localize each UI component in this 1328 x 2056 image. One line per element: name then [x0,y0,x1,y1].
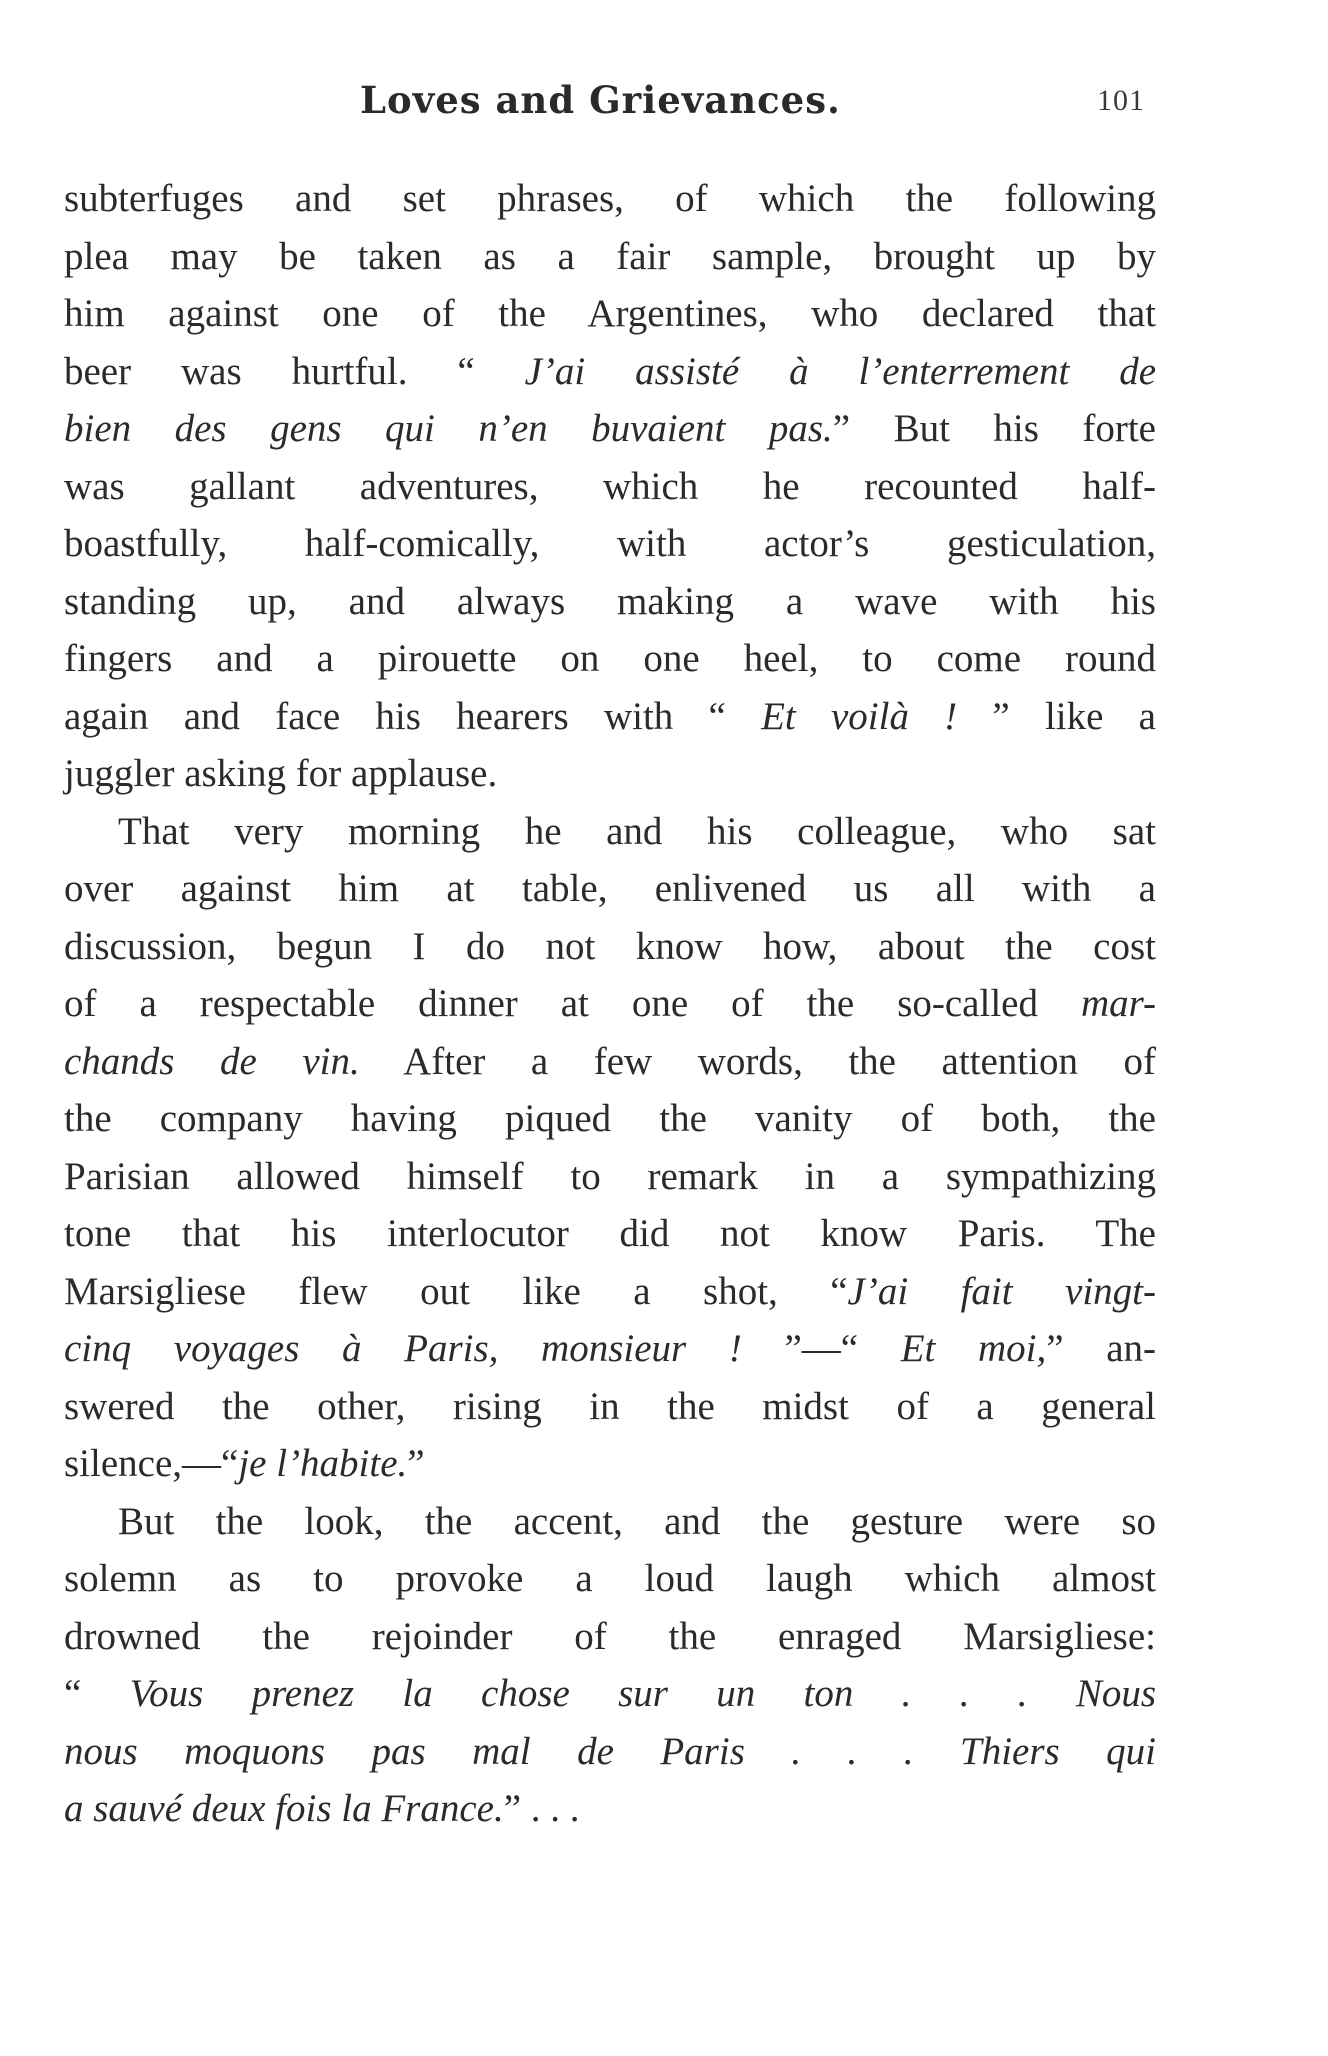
italic-text-segment: je l’habite. [238,1442,408,1485]
text-segment: drowned the rejoinder of the enraged Marsigliese: [64,1614,1156,1658]
italic-text-segment: a sauvé deux fois la France. [64,1787,504,1830]
text-line [64,803,1156,861]
text-segment: ”—“ [741,1327,901,1370]
text-segment: After a few words, the attention of [359,1039,1156,1083]
text-segment: ” an- [1046,1327,1157,1370]
text-line [64,1378,1156,1436]
text-line [64,918,1156,976]
text-segment: boastfully, half-comically, with actor’s gesticulation, [64,522,1156,565]
text-segment: ” But his forte [832,407,1156,450]
italic-text-segment: bien des gens qui n’en buvaient pas. [64,407,833,450]
text-line [64,630,1156,688]
text-segment: again and face his hearers with “ [64,694,762,738]
page-number: 101 [1097,84,1145,117]
text-line [64,170,1156,228]
text-line [64,860,1156,918]
text-segment: That very morning he and his colleague, who sat [118,809,1156,853]
text-line [64,285,1156,343]
text-line [64,1320,1156,1378]
italic-text-segment: chands de vin. [64,1039,360,1083]
text-segment: Marsigliese flew out like a shot, “ [64,1269,848,1313]
text-line [64,1435,1156,1493]
text-line [64,1205,1156,1263]
text-line [64,515,1156,573]
text-line [64,688,1156,746]
text-segment: ” like a [957,694,1156,738]
text-segment: plea may be taken as a fair sample, brought up by [64,234,1156,278]
text-segment: him against one of the Argentines, who declared that [64,292,1156,335]
text-line [64,1608,1156,1666]
italic-text-segment: nous moquons pas mal de Paris . . . Thiers qui [64,1729,1156,1773]
text-line [64,1148,1156,1206]
text-segment: the company having piqued the vanity of both, the [64,1097,1156,1140]
page-header [360,78,1160,138]
text-segment: standing up, and always making a wave with his [64,579,1156,623]
italic-text-segment: cinq voyages à Paris, monsieur ! [64,1327,742,1370]
italic-text-segment: Et voilà ! [761,694,958,738]
text-line [64,400,1156,458]
italic-text-segment: Et moi, [900,1327,1047,1370]
text-line [64,975,1156,1033]
text-segment: subterfuges and set phrases, of which the following [64,177,1156,220]
italic-text-segment: mar- [1080,982,1156,1025]
body-text [64,170,1156,1838]
text-segment: swered the other, rising in the midst of a general [64,1384,1156,1428]
text-segment: But the look, the accent, and the gesture were so [118,1499,1156,1543]
text-segment: tone that his interlocutor did not know Paris. The [64,1212,1156,1255]
italic-text-segment: Vous prenez la chose sur un ton . . . Nous [129,1672,1157,1715]
text-line [64,1263,1156,1321]
italic-text-segment: J’ai fait vingt- [847,1269,1156,1313]
text-segment: “ [64,1672,130,1715]
text-segment: silence,—“ [64,1442,239,1485]
text-line [64,573,1156,631]
text-line [64,458,1156,516]
running-title: Loves and Grievances. [360,78,841,122]
text-segment: fingers and a pirouette on one heel, to come round [64,637,1156,680]
text-segment: ” . . . [503,1787,580,1830]
text-line [64,1780,1156,1838]
text-segment: solemn as to provoke a loud laugh which almost [64,1557,1156,1600]
text-segment: was gallant adventures, which he recounted half- [64,464,1156,508]
text-segment: of a respectable dinner at one of the so-called [64,982,1081,1025]
text-segment: over against him at table, enlivened us all with a [64,867,1156,910]
italic-text-segment: J’ai assisté à l’enterrement de [524,349,1157,393]
text-segment: ” [407,1442,425,1485]
text-segment: beer was hurtful. “ [64,349,525,393]
text-segment: Parisian allowed himself to remark in a sympathizing [64,1154,1156,1198]
text-line [64,1665,1156,1723]
text-line [64,228,1156,286]
text-line [64,1493,1156,1551]
text-line [64,1550,1156,1608]
text-segment: discussion, begun I do not know how, about the cost [64,924,1156,968]
text-segment: juggler asking for applause. [64,752,498,795]
text-line [64,343,1156,401]
text-line [64,1090,1156,1148]
text-line [64,1033,1156,1091]
text-line [64,745,1156,803]
text-line [64,1723,1156,1781]
